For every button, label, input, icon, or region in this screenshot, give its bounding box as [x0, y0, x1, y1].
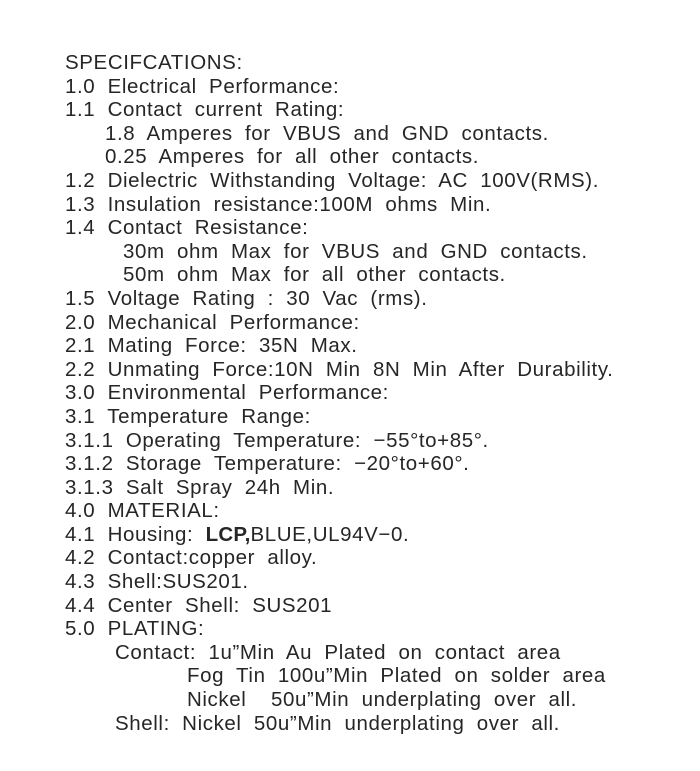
spec-line-insulation-resistance: 1.3 Insulation resistance:100M ohms Min. [65, 192, 492, 216]
spec-line-vbus-gnd-resistance: 30m ohm Max for VBUS and GND contacts. [123, 239, 588, 263]
spec-line-plating-nickel: Nickel 50u”Min underplating over all. [187, 688, 578, 712]
housing-prefix: 4.1 Housing: [65, 522, 206, 546]
spec-line-other-amperes: 0.25 Amperes for all other contacts. [105, 145, 480, 169]
spec-line-plating-fog-tin: Fog Tin 100u”Min Plated on solder area [187, 664, 606, 688]
spec-line-other-resistance: 50m ohm Max for all other contacts. [123, 263, 506, 287]
spec-line-storage-temperature: 3.1.2 Storage Temperature: −20°to+60°. [65, 452, 470, 476]
spec-line-plating: 5.0 PLATING: [65, 617, 205, 641]
spec-line-plating-contact-au: Contact: 1u”Min Au Plated on contact area [115, 640, 561, 664]
spec-line-plating-shell-nickel: Shell: Nickel 50u”Min underplating over all. [115, 711, 560, 735]
spec-line-electrical-performance: 1.0 Electrical Performance: [65, 74, 340, 98]
spec-line-contact-resistance: 1.4 Contact Resistance: [65, 216, 309, 240]
spec-line-salt-spray: 3.1.3 Salt Spray 24h Min. [65, 475, 335, 499]
spec-line-center-shell-material: 4.4 Center Shell: SUS201 [65, 593, 333, 617]
spec-line-housing [65, 523, 700, 547]
spec-line-mating-force: 2.1 Mating Force: 35N Max. [65, 334, 358, 358]
spec-line-unmating-force: 2.2 Unmating Force:10N Min 8N Min After Durability. [65, 357, 614, 381]
spec-line-voltage-rating: 1.5 Voltage Rating : 30 Vac (rms). [65, 286, 428, 310]
housing-material-lcp: LCP, [205, 522, 251, 546]
spec-line-vbus-gnd-amperes: 1.8 Amperes for VBUS and GND contacts. [105, 121, 549, 145]
spec-line-mechanical-performance: 2.0 Mechanical Performance: [65, 310, 360, 334]
spec-line-contact-current-rating: 1.1 Contact current Rating: [65, 98, 345, 122]
spec-line-operating-temperature: 3.1.1 Operating Temperature: −55°to+85°. [65, 428, 489, 452]
spec-line-material: 4.0 MATERIAL: [65, 499, 220, 523]
spec-line-environmental-performance: 3.0 Environmental Performance: [65, 381, 389, 405]
spec-line-contact-material: 4.2 Contact:copper alloy. [65, 546, 318, 570]
spec-title: SPECIFCATIONS: [65, 51, 243, 74]
housing-suffix: BLUE,UL94V−0. [250, 522, 410, 546]
spec-line-shell-material: 4.3 Shell:SUS201. [65, 570, 249, 594]
spec-line-temperature-range: 3.1 Temperature Range: [65, 404, 311, 428]
spec-line-dielectric-voltage: 1.2 Dielectric Withstanding Voltage: AC 100V(RMS). [65, 168, 599, 192]
